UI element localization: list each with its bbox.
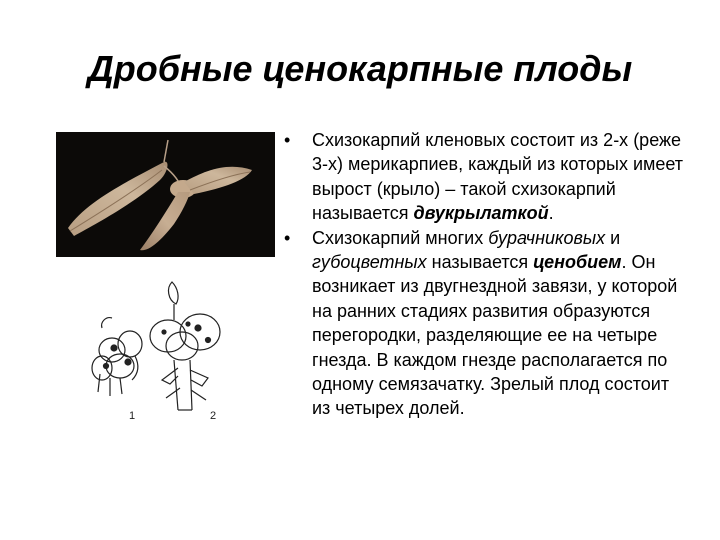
coenobium-drawing <box>80 270 280 430</box>
figure-1-sketch <box>92 318 142 396</box>
bullet-item-maple <box>284 128 689 226</box>
figure-2-sketch <box>150 282 220 410</box>
bullet-text: . <box>548 203 554 224</box>
figure-label-2: 2 <box>210 410 217 422</box>
bullet-marker: • <box>284 130 291 150</box>
maple-samara-photo <box>56 132 275 257</box>
bullet-list <box>284 128 689 421</box>
bullet-text: называется <box>426 252 534 273</box>
bullet-text: Схизокарпий кленовых состоит из 2-х (реже 3-х) мерикарпиев, каждый из которых имеет вырост (крыло) – такой схизокарпий называется <box>312 130 684 224</box>
figure-label-1: 1 <box>129 410 136 422</box>
term-labiate: губоцветных <box>312 252 427 273</box>
term-coenobium: ценобием <box>533 252 622 273</box>
bullet-item-coenobium <box>284 226 689 421</box>
term-borage: бурачниковых <box>488 227 606 248</box>
bullet-text: и <box>605 227 621 248</box>
coenobium-illustration <box>80 270 280 430</box>
bullet-marker: • <box>284 227 291 248</box>
slide-title: Дробные ценокарпные плоды <box>87 48 633 89</box>
bullet-text: . Он возникает из двугнездной завязи, у которой на ранних стадиях развития образуются перегородки, разделяющие ее на четыре гнезда. В каждом гнезде располагается по одному семязачатку. Зрелый плод состоит из четырех долей. <box>312 252 678 419</box>
maple-samara-image <box>56 132 275 257</box>
bullet-text: Схизокарпий многих <box>312 227 489 248</box>
term-dvukrylatka: двукрылаткой <box>413 203 549 224</box>
